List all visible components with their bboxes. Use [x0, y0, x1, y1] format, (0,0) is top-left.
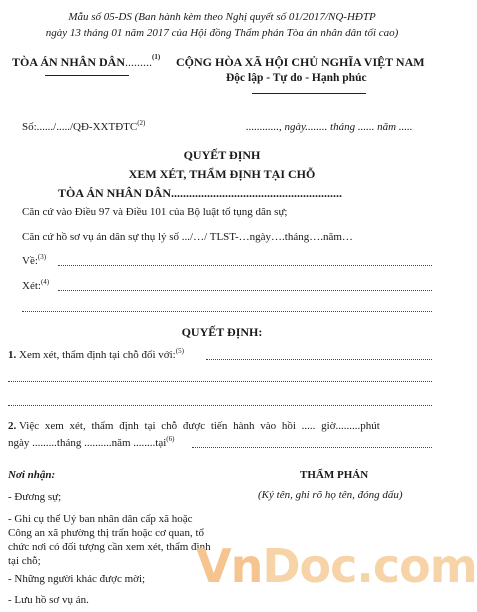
form-header-note-line1: Mẫu số 05-DS (Ban hành kèm theo Nghị quyết số 01/2017/NQ-HĐTP: [68, 11, 376, 23]
xet-label: Xét:: [22, 280, 41, 292]
court-underline: [45, 75, 129, 76]
judge-signature-note: (Ký tên, ghi rõ họ tên, đóng dấu): [258, 489, 403, 501]
item2-line2: [8, 437, 174, 449]
court-line: [58, 186, 342, 201]
watermark-part-vn: Vn: [196, 539, 263, 593]
recipient-item: tại chỗ;: [8, 555, 41, 567]
recipient-item: - Ghi cụ thể Uỷ ban nhân dân cấp xã hoặc: [8, 513, 193, 525]
item2-footnote-ref: (6): [166, 435, 175, 443]
number-footnote-ref: (2): [137, 119, 146, 127]
vndoc-watermark-logo: [196, 539, 477, 593]
court-name: TÒA ÁN NHÂN DÂN: [12, 55, 126, 69]
item1-text: Xem xét, thẩm định tại chỗ đối với:: [19, 349, 176, 361]
ve-label-wrap: [22, 255, 46, 267]
item1: [8, 349, 184, 361]
xet-dotted-line-2: [22, 311, 432, 312]
ve-dotted-line: [58, 265, 432, 266]
item1-dotted-line-2: [8, 381, 432, 382]
watermark-part-doc: Doc.com: [262, 539, 477, 593]
item1-number: 1.: [8, 349, 17, 361]
recipient-item: Công an xã phường thị trấn hoặc cơ quan, tổ: [8, 527, 204, 539]
court-footnote-ref: (1): [152, 53, 161, 61]
decision-subtitle: XEM XÉT, THẨM ĐỊNH TẠI CHỖ: [128, 167, 316, 181]
motto-underline: [252, 93, 366, 94]
nation-motto: Độc lập - Tự do - Hạnh phúc: [226, 72, 367, 84]
court-name-fill: .........: [125, 55, 153, 69]
ve-label: Về:: [22, 255, 38, 267]
xet-dotted-line: [58, 290, 432, 291]
recipient-item: chức nơi có đối tượng cần xem xét, thẩm định: [8, 541, 211, 553]
item2-line1: [8, 420, 380, 432]
court-name-header: [12, 55, 160, 70]
form-header-note-line2: ngày 13 tháng 01 năm 2017 của Hội đồng Thẩm phán Tòa án nhân dân tối cao): [45, 27, 399, 39]
court-line-text: TÒA ÁN NHÂN DÂN.........................................................: [58, 186, 343, 200]
item2-text: Việc xem xét, thẩm định tại chỗ được tiến hành vào hồi ..... giờ.........phút: [19, 420, 380, 432]
item1-dotted-line-3: [8, 405, 432, 406]
decision-title: QUYẾT ĐỊNH: [183, 148, 261, 162]
ve-footnote-ref: (3): [37, 253, 47, 261]
decision-number-text: Số:....../...../QĐ-XXTĐTC: [22, 121, 138, 133]
decision-number: [22, 121, 145, 133]
item2-number: 2.: [8, 420, 17, 432]
basis-line-2: Căn cứ hồ sơ vụ án dân sự thụ lý số .../…/ TLST-…ngày….tháng….năm…: [22, 231, 353, 243]
recipients-heading: Nơi nhận:: [8, 469, 56, 481]
xet-footnote-ref: (4): [40, 278, 50, 286]
recipient-item: - Những người khác được mời;: [8, 573, 146, 585]
recipient-item: - Lưu hồ sơ vụ án.: [8, 594, 89, 606]
item2-text-2: ngày .........tháng ..........năm ........tại: [8, 437, 167, 449]
basis-line-1: Căn cứ vào Điều 97 và Điều 101 của Bộ luật tố tụng dân sự;: [22, 206, 288, 218]
date-line: ............, ngày........ tháng ...... năm .....: [246, 121, 413, 133]
judge-title: THẨM PHÁN: [300, 469, 369, 481]
item1-footnote-ref: (5): [175, 347, 184, 355]
item1-dotted-line: [206, 359, 432, 360]
decision-heading: QUYẾT ĐỊNH:: [181, 325, 263, 339]
item2-dotted-line: [192, 447, 432, 448]
recipient-item: - Đương sự;: [8, 491, 62, 503]
nation-title: CỘNG HÒA XÃ HỘI CHỦ NGHĨA VIỆT NAM: [176, 55, 425, 69]
xet-label-wrap: [22, 280, 49, 292]
